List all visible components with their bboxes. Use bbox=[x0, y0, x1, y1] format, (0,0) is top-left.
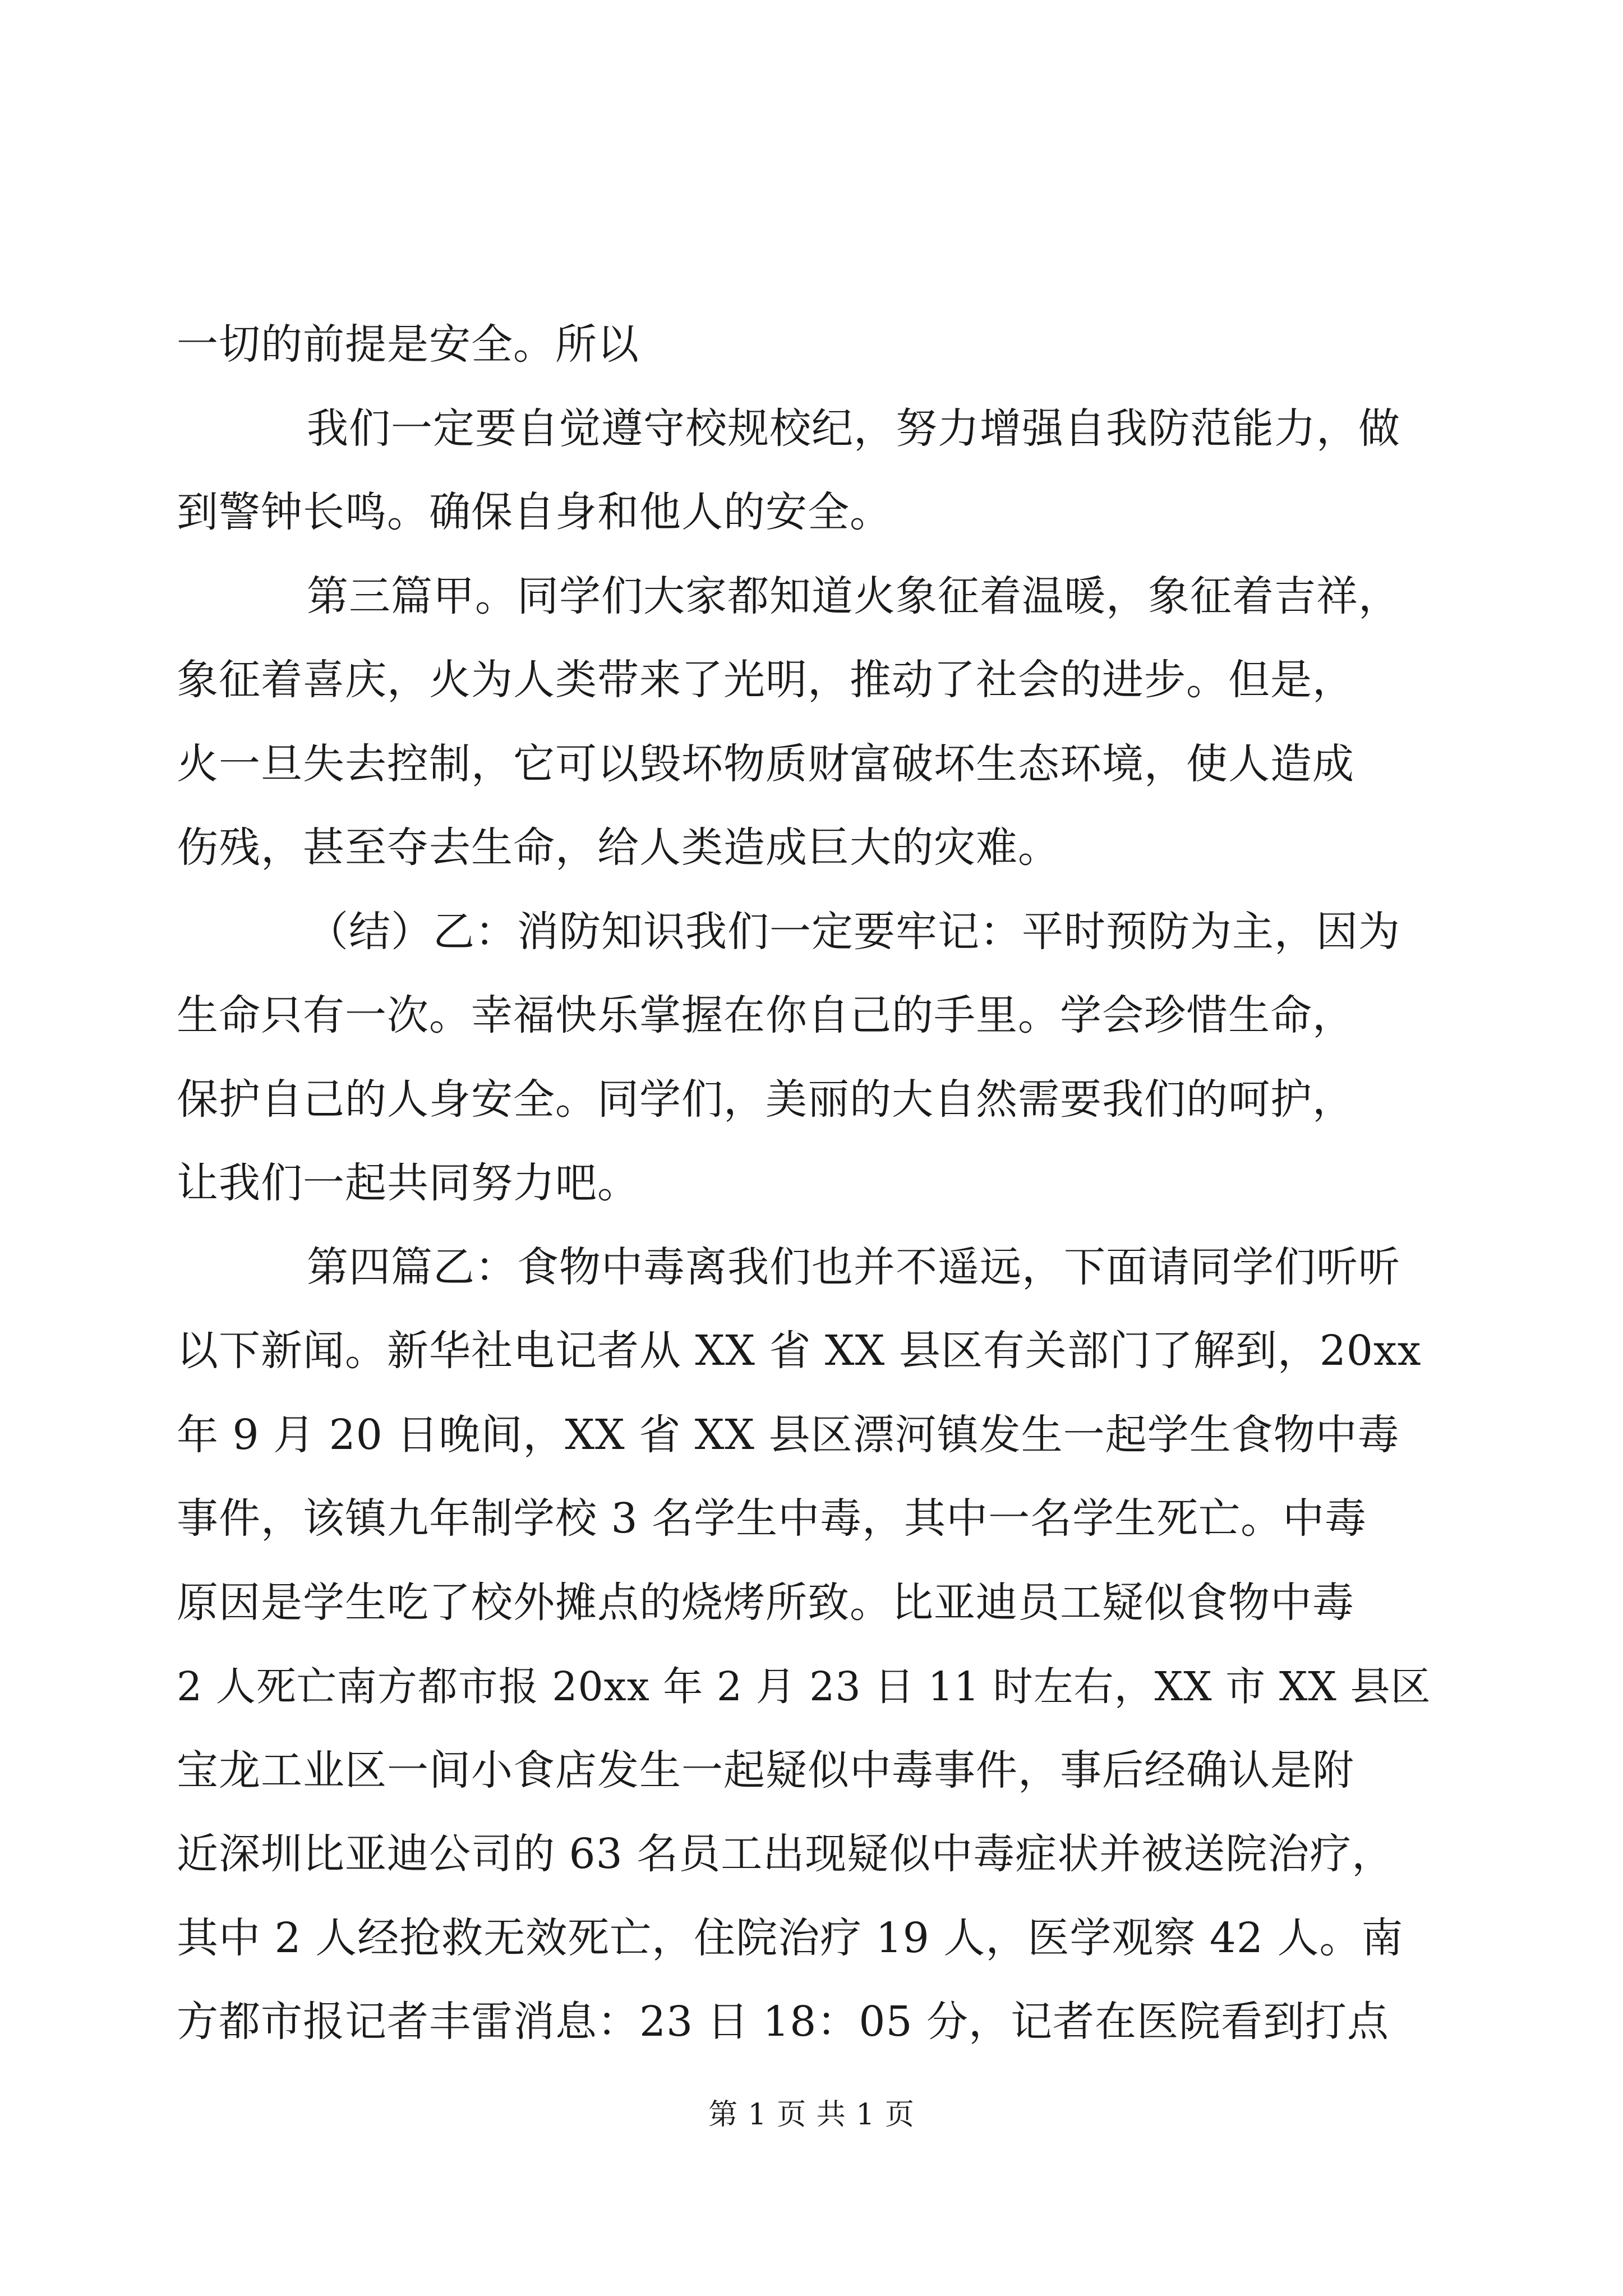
text-line: 第三篇甲。同学们大家都知道火象征着温暖，象征着吉祥， bbox=[307, 572, 1400, 620]
text-line: 事件，该镇九年制学校 3 名学生中毒，其中一名学生死亡。中毒 bbox=[177, 1494, 1367, 1543]
text-line: 到警钟长鸣。确保自身和他人的安全。 bbox=[177, 488, 892, 536]
text-line: 方都市报记者丰雷消息：23 日 18：05 分，记者在医院看到打点 bbox=[177, 1998, 1390, 2046]
text-line: 2 人死亡南方都市报 20xx 年 2 月 23 日 11 时左右，XX 市 XX 县区 bbox=[177, 1663, 1431, 1710]
text-line: 以下新闻。新华社电记者从 XX 省 XX 县区有关部门了解到，20xx bbox=[177, 1327, 1422, 1375]
text-line: 原因是学生吃了校外摊点的烧烤所致。比亚迪员工疑似食物中毒 bbox=[177, 1578, 1354, 1627]
document-body bbox=[177, 303, 1438, 2064]
text-line: 近深圳比亚迪公司的 63 名员工出现疑似中毒症状并被送院治疗， bbox=[177, 1830, 1394, 1878]
text-line: 一切的前提是安全。所以 bbox=[177, 320, 639, 369]
text-line: 宝龙工业区一间小食店发生一起疑似中毒事件，事后经确认是附 bbox=[177, 1746, 1354, 1795]
text-line: 保护自己的人身安全。同学们，美丽的大自然需要我们的呵护， bbox=[177, 1075, 1354, 1124]
text-line: 我们一定要自觉遵守校规校纪，努力增强自我防范能力，做 bbox=[307, 404, 1400, 453]
text-line: 象征着喜庆，火为人类带来了光明，推动了社会的进步。但是， bbox=[177, 656, 1354, 704]
text-line: 第四篇乙：食物中毒离我们也并不遥远，下面请同学们听听 bbox=[307, 1243, 1400, 1291]
text-line: 让我们一起共同努力吧。 bbox=[177, 1159, 639, 1207]
text-line: 生命只有一次。幸福快乐掌握在你自己的手里。学会珍惜生命， bbox=[177, 991, 1354, 1039]
text-line: 伤残，甚至夺去生命，给人类造成巨大的灾难。 bbox=[177, 823, 1060, 872]
text-line: （结）乙：消防知识我们一定要牢记：平时预防为主，因为 bbox=[307, 907, 1400, 956]
text-line: 其中 2 人经抢救无效死亡，住院治疗 19 人，医学观察 42 人。南 bbox=[177, 1913, 1404, 1962]
text-line: 火一旦失去控制，它可以毁坏物质财富破坏生态环境，使人造成 bbox=[177, 739, 1354, 788]
text-line: 年 9 月 20 日晚间，XX 省 XX 县区漂河镇发生一起学生食物中毒 bbox=[177, 1410, 1400, 1459]
page-footer: 第 1 页 共 1 页 bbox=[708, 2098, 915, 2132]
